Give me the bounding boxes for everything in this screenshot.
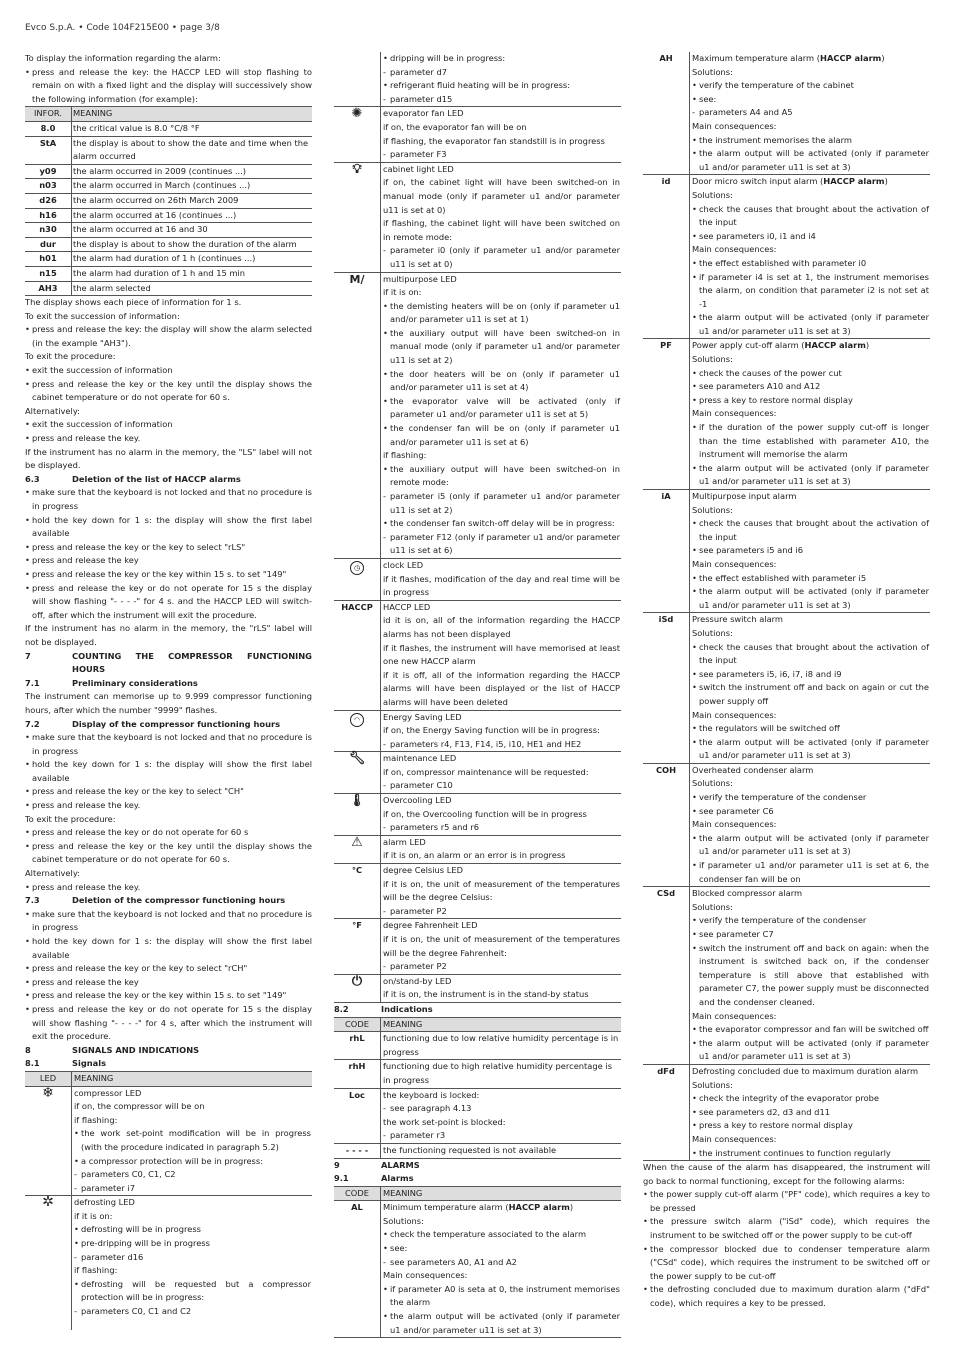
table-row: dur the display is about to show the duration of the alarm (25, 237, 312, 252)
paragraph: The display shows each piece of information for 1 s. (25, 297, 242, 308)
energy-saving-icon: ◠ (350, 713, 364, 727)
table-row: Loc the keyboard is locked: - see paragraph 4.13 the work set-point is blocked: - parameter r3 (334, 1088, 621, 1143)
page-header: Evco S.p.A. • Code 104F215E00 • page 3/8 (25, 23, 220, 33)
table-row: y09 the alarm occurred in 2009 (continues ...) (25, 164, 312, 179)
table-row: n30 the alarm occurred at 16 and 30 (25, 223, 312, 238)
table-row: ◠ Energy Saving LED if on, the Energy Saving function will be in progress: - parameters r4, F13, F14, i5, i10, HE1 and HE2 (334, 710, 621, 752)
column-3 (643, 52, 930, 1311)
paragraph: To exit the procedure: (25, 813, 116, 824)
bullet: • the compressor blocked due to condenser temperature alarm ("CSd" code), which requires the instrument to be switched off or the power supply to be cut-off (643, 1243, 930, 1284)
section-heading: 8.1 Signals (25, 1058, 107, 1069)
bullet: • the power supply cut-off alarm ("PF" code), which requires a key to be pressed (643, 1188, 930, 1215)
clock-icon: ◷ (350, 561, 364, 575)
section-heading: 7.2 Display of the compressor functioning hours (25, 718, 281, 729)
led-table-continued (334, 52, 621, 1003)
snowflake-icon: ❄ (42, 1084, 54, 1101)
column-2 (334, 52, 621, 1338)
bullet: • press and release the key (25, 554, 312, 568)
section-heading: 8.2 Indications (334, 1003, 433, 1014)
bullet: • press and release the key. (25, 799, 312, 813)
bullet: • exit the succession of information (25, 418, 312, 432)
section-heading: 6.3 Deletion of the list of HACCP alarms (25, 473, 241, 484)
table-row: ⚠ alarm LED if it is on, an alarm or an error is in progress (334, 835, 621, 863)
table-row: ❄ compressor LED if on, the compressor will be on if flashing: • the work set-point modification will be in progress (with the procedure indicated in paragraph 5.2) • a compressor protection will be in progress: - parameters C0, C1, C2 - parameter i7 (25, 1086, 312, 1196)
paragraph: If the instrument has no alarm in the memory, the "LS" label will not be displayed. (25, 446, 312, 471)
alarms-table-continued (643, 52, 930, 1161)
table-row: d26 the alarm occurred on 26th March 2009 (25, 193, 312, 208)
bullet: • hold the key down for 1 s: the display will show the first label available (25, 514, 312, 541)
table-row: 🌡︎ Overcooling LED if on, the Overcooling function will be in progress - parameters r5 and r6 (334, 794, 621, 836)
bullet: • press and release the key or the key within 15 s. to set "149" (25, 989, 312, 1003)
power-icon: ⏻ (351, 973, 363, 989)
table-header: MEANING (72, 1071, 313, 1086)
table-header: MEANING (72, 107, 313, 122)
light-icon: 💡︎ (352, 161, 362, 177)
intro-text: To display the information regarding the alarm: (25, 53, 221, 63)
bullet: • press and release the key or do not operate for 60 s (25, 826, 312, 840)
fan-icon: ✺ (351, 106, 363, 122)
table-row: AL Minimum temperature alarm (HACCP alarm) Solutions: • check the temperature associated to the alarm • see: - see parameters A0, A1 and A2 Main consequences: • if parameter A0 is seta at 0, the instrument memorises the alarm • the alarm output will be activated (only if parameter u1 and/or parameter u11 is set at 3) (334, 1201, 621, 1338)
bullet: • make sure that the keyboard is not locked and that no procedure is in progress (25, 486, 312, 513)
section-heading: 9 ALARMS (334, 1159, 420, 1170)
table-row: AH Maximum temperature alarm (HACCP alarm) Solutions: • verify the temperature of the cabinet • see: - parameters A4 and A5 Main consequences: • the instrument memorises the alarm • the alarm output will be activated (only if parameter u1 and/or parameter u11 is set at 3) (643, 52, 930, 175)
table-row: iSd Pressure switch alarm Solutions: • check the causes that brought about the activation of the input • see parameters i5, i6, i7, i8 and i9 • switch the instrument off and back on again or cut the power supply off Main consequences: • the regulators will be switched off • the alarm output will be activated (only if parameter u1 and/or parameter u11 is set at 3) (643, 613, 930, 764)
table-row: iA Multipurpose input alarm Solutions: • check the causes that brought about the activation of the input • see parameters i5 and i6 Main consequences: • the effect established with parameter i5 • the alarm output will be activated (only if parameter u1 and/or parameter u11 is set at 3) (643, 490, 930, 613)
paragraph: If the instrument has no alarm in the memory, the "rLS" label will not be displayed. (25, 623, 312, 647)
paragraph: The instrument can memorise up to 9.999 compressor functioning hours, after which the number "9999" flashes. (25, 691, 312, 715)
table-header: CODE (334, 1017, 381, 1032)
table-row: ✺ evaporator fan LED if on, the evaporator fan will be on if flashing, the evaporator fan standstill is in progress - parameter F3 (334, 107, 621, 162)
table-row: - - - - the functioning requested is not available (334, 1143, 621, 1158)
table-row: StA the display is about to show the date and time when the alarm occurred (25, 136, 312, 164)
alarms-table (334, 1186, 621, 1339)
paragraph: To exit the procedure: (25, 351, 116, 362)
table-row: M∕ multipurpose LED if it is on: • the demisting heaters will be on (only if parameter u1 and/or parameter u11 is set at 1) • the auxiliary output will have been switched-on in manual mode (only if parameter u1 and/or parameter u11 is set at 2) • the door heaters will be on (only if parameter u1 and/or parameter u11 is set at 4) • the evaporator valve will be activated (only if parameter u1 and/or parameter u11 is set at 5) • the condenser fan will be on (only if parameter u1 and/or parameter u11 is set at 6) if flashing: • the auxiliary output will have been switched-on in remote mode: - parameter i5 (only if parameter u1 and/or parameter u11 is set at 2) • the condenser fan switch-off delay will be in progress: - parameter F12 (only if parameter u1 and/or parameter u11 is set at 6) (334, 272, 621, 558)
multipurpose-icon: M∕ (349, 272, 365, 286)
table-header: CODE (334, 1186, 381, 1201)
table-header: MEANING (381, 1186, 622, 1201)
bullet: • press and release the key or the key until the display shows the cabinet temperature or do not operate for 60 s. (25, 840, 312, 867)
bullet: • hold the key down for 1 s: the display will show the first label available (25, 935, 312, 962)
paragraph: To exit the succession of information: (25, 310, 180, 321)
bullet: • press and release the key or do not operate for 15 s the display will show flashing "- - - -" for 4 s, after which the instrument will exit the procedure. (25, 1003, 312, 1044)
table-row: ◷ clock LED if it flashes, modification of the day and real time will be in progress (334, 558, 621, 600)
paragraph: When the cause of the alarm has disappeared, the instrument will go back to normal functioning, except for the following alarms: (643, 1162, 930, 1186)
table-row: CSd Blocked compressor alarm Solutions: • verify the temperature of the condenser • see parameter C7 • switch the instrument off and back on again: when the instrument is switched back on, if the condenser temperature is still above that established with parameter C7, the power supply must be disconnected and the condenser cleaned. Main consequences: • the evaporator compressor and fan will be switched off • the alarm output will be activated (only if parameter u1 and/or parameter u11 is set at 3) (643, 887, 930, 1065)
table-row: COH Overheated condenser alarm Solutions: • verify the temperature of the condenser • see parameter C6 Main consequences: • the alarm output will be activated (only if parameter u1 and/or parameter u11 is set at 3) • if parameter u1 and/or parameter u11 is set at 6, the condenser fan will be on (643, 763, 930, 886)
bullet: • press and release the key or the key to select "rLS" (25, 541, 312, 555)
table-row: HACCP HACCP LED id it is on, all of the information regarding the HACCP alarms has not been displayed if it flashes, the instrument will have memorised at least one new HACCP alarm if it is off, all of the information regarding the HACCP alarms will have been displayed or the list of HACCP alarms will have been deleted (334, 600, 621, 710)
table-row: °F degree Fahrenheit LED if it is on, the unit of measurement of the temperatures will be the degree Fahrenheit: - parameter P2 (334, 919, 621, 974)
indications-table (334, 1017, 621, 1159)
table-row: 💡︎ cabinet light LED if on, the cabinet light will have been switched-on in manual mode (only if parameter u1 and/or parameter u11 is set at 0) if flashing, the cabinet light will have been switched on in remote mode: - parameter i0 (only if parameter u1 and/or parameter u11 is set at 0) (334, 162, 621, 272)
table-header: INFOR. (25, 107, 72, 122)
paragraph: Alternatively: (25, 868, 80, 879)
section-heading: 9.1 Alarms (334, 1173, 414, 1184)
table-header: LED (25, 1071, 72, 1086)
table-row: ✲ defrosting LED if it is on: • defrosting will be in progress • pre-dripping will be in progress - parameter d16 if flashing: • defrosting will be requested but a compressor protection will be in progress: - parameters C0, C1 and C2 (25, 1196, 312, 1331)
table-row: n15 the alarm had duration of 1 h and 15 min (25, 266, 312, 281)
bullet: • the pressure switch alarm ("iSd" code), which requires the instrument to be switched off or the power supply to be cut-off (643, 1215, 930, 1242)
table-row: n03 the alarm occurred in March (continues ...) (25, 179, 312, 194)
wrench-icon: 🔧︎ (348, 751, 366, 767)
section-heading: 8 SIGNALS AND INDICATIONS (25, 1044, 200, 1055)
defrost-icon: ✲ (42, 1194, 54, 1211)
column-1 (25, 52, 312, 1330)
bullet: • press and release the key or do not operate for 15 s the display will show flashing "- - - -" for 4 s. and the HACCP LED will switch-off, after which the instrument will exit the procedure. (25, 582, 312, 623)
table-row: 8.0 the critical value is 8.0 °C/8 °F (25, 121, 312, 136)
led-table (25, 1071, 312, 1330)
bullet: • make sure that the keyboard is not locked and that no procedure is in progress (25, 908, 312, 935)
info-table (25, 106, 312, 296)
bullet: • press and release the key or the key until the display shows the cabinet temperature or do not operate for 60 s. (25, 378, 312, 405)
bullet: • press and release the key or the key within 15 s. to set "149" (25, 568, 312, 582)
table-row: rhH functioning due to high relative humidity percentage is in progress (334, 1060, 621, 1088)
bullet: • the defrosting concluded due to maximum duration alarm ("dFd" code), which requires a key to be pressed. (643, 1283, 930, 1310)
table-row: ⏻ on/stand-by LED if it is on, the instrument is in the stand-by status (334, 974, 621, 1002)
paragraph: Alternatively: (25, 405, 80, 416)
table-row: rhL functioning due to low relative humidity percentage is in progress (334, 1032, 621, 1060)
table-header: MEANING (381, 1017, 622, 1032)
bullet: • press and release the key (25, 976, 312, 990)
thermometer-icon: 🌡︎ (349, 793, 365, 808)
warning-icon: ⚠ (351, 834, 363, 850)
table-row: h16 the alarm occurred at 16 (continues ...) (25, 208, 312, 223)
table-row: h01 the alarm had duration of 1 h (continues ...) (25, 252, 312, 267)
bullet: • press and release the key or the key to select "CH" (25, 785, 312, 799)
section-heading: 7 COUNTING THE COMPRESSOR FUNCTIONING HOURS (25, 650, 312, 675)
table-row: 🔧︎ maintenance LED if on, compressor maintenance will be requested: - parameter C10 (334, 752, 621, 794)
bullet: • press and release the key: the HACCP LED will stop flashing to remain on with a fixed light and the display will successively show the following information (for example): (25, 66, 312, 107)
table-row: AH3 the alarm selected (25, 281, 312, 296)
bullet: • press and release the key. (25, 881, 312, 895)
bullet: • press and release the key: the display will show the alarm selected (in the example "AH3"). (25, 323, 312, 350)
table-row: PF Power apply cut-off alarm (HACCP alarm) Solutions: • check the causes of the power cut • see parameters A10 and A12 • press a key to restore normal display Main consequences: • if the duration of the power supply cut-off is longer than the time established with parameter A10, the instrument will memorise the alarm • the alarm output will be activated (only if parameter u1 and/or parameter u11 is set at 3) (643, 339, 930, 490)
bullet: • exit the succession of information (25, 364, 312, 378)
bullet: • press and release the key. (25, 432, 312, 446)
bullet: • make sure that the keyboard is not locked and that no procedure is in progress (25, 731, 312, 758)
section-heading: 7.1 Preliminary considerations (25, 677, 198, 688)
bullet: • press and release the key or the key to select "rCH" (25, 962, 312, 976)
table-row: id Door micro switch input alarm (HACCP alarm) Solutions: • check the causes that brought about the activation of the input • see parameters i0, i1 and i4 Main consequences: • the effect established with parameter i0 • if parameter i4 is set at 1, the instrument memorises the alarm, on condition that parameter i2 is not set at -1 • the alarm output will be activated (only if parameter u1 and/or parameter u11 is set at 3) (643, 175, 930, 339)
table-row: °C degree Celsius LED if it is on, the unit of measurement of the temperatures will be the degree Celsius: - parameter P2 (334, 864, 621, 919)
section-heading: 7.3 Deletion of the compressor functioning hours (25, 895, 286, 906)
table-row: dFd Defrosting concluded due to maximum duration alarm Solutions: • check the integrity of the evaporator probe • see parameters d2, d3 and d11 • press a key to restore normal display Main consequences: • the instrument continues to function regularly (643, 1064, 930, 1160)
bullet: • hold the key down for 1 s: the display will show the first label available (25, 758, 312, 785)
table-row: • dripping will be in progress: - parameter d7 • refrigerant fluid heating will be in progress: - parameter d15 (334, 52, 621, 107)
